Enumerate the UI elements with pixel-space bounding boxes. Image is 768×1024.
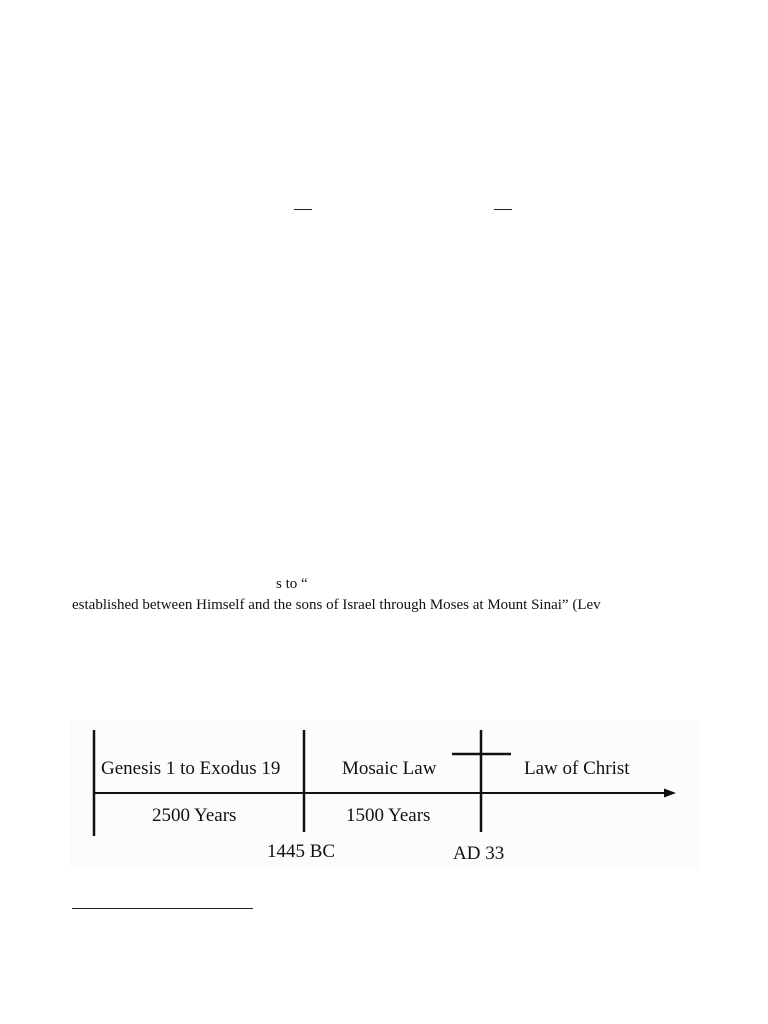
marker-date: 1445 BC (267, 841, 336, 862)
body-text-fragment: s to “ (276, 576, 308, 592)
em-dash (294, 209, 312, 210)
footnote-separator (72, 908, 253, 909)
era-duration: 2500 Years (152, 805, 237, 826)
era-label: Law of Christ (524, 758, 630, 779)
timeline-diagram (70, 720, 700, 870)
era-label: Mosaic Law (342, 758, 437, 779)
em-dash (494, 209, 512, 210)
timeline-arrowhead (664, 789, 676, 798)
body-text-line: established between Himself and the sons of Israel through Moses at Mount Sinai” (Lev (72, 597, 601, 613)
era-duration: 1500 Years (346, 805, 431, 826)
marker-date: AD 33 (453, 843, 505, 864)
timeline-figure (70, 720, 700, 870)
era-label: Genesis 1 to Exodus 19 (101, 758, 281, 779)
